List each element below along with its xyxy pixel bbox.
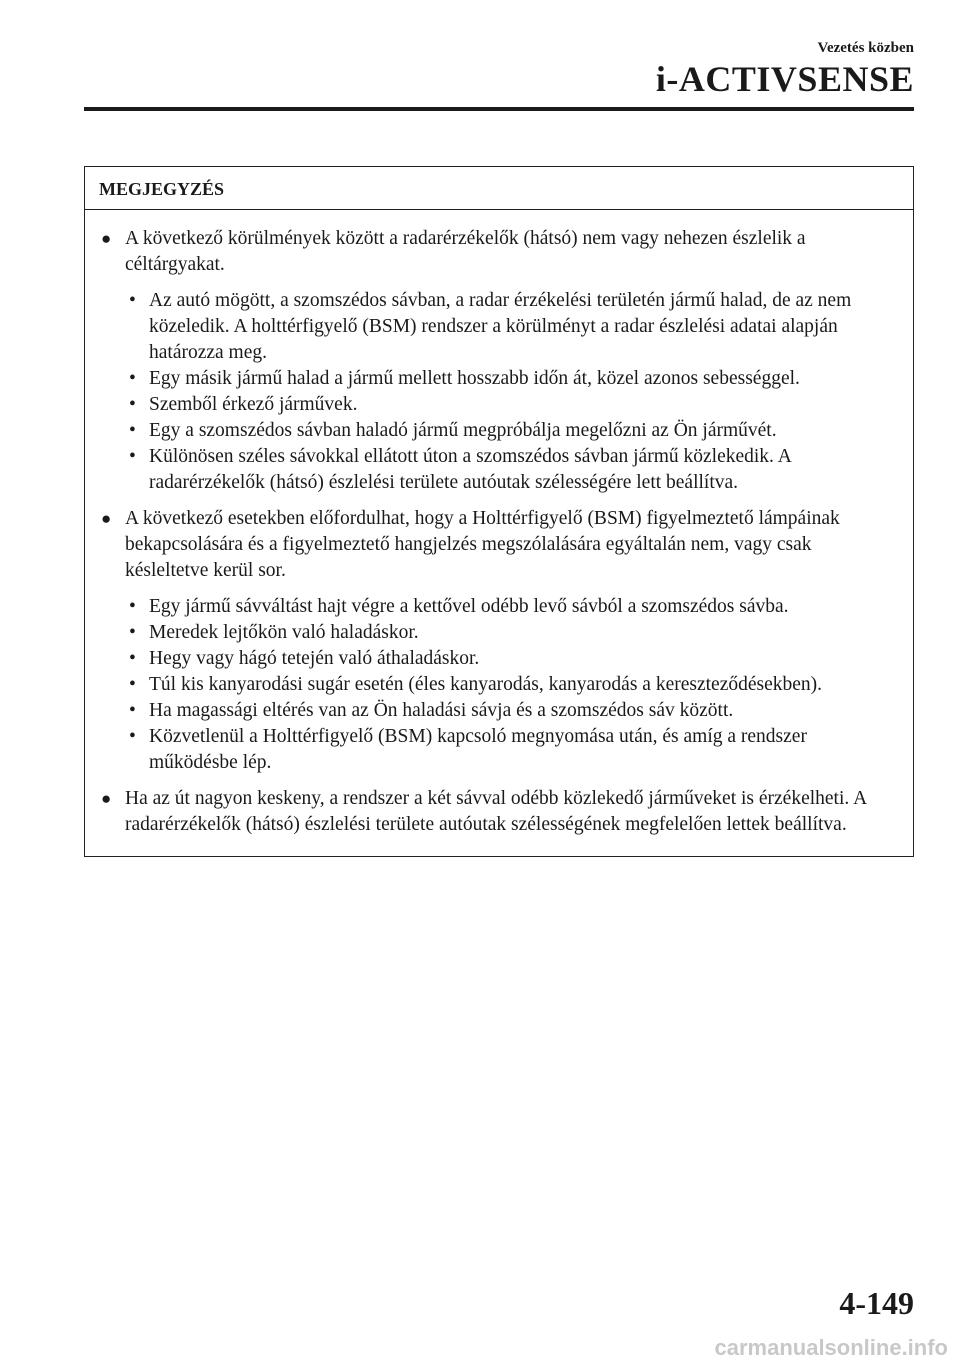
sub-item-text: Az autó mögött, a szomszédos sávban, a radar érzékelési területén jármű halad, de az nem közeledik. A holttérfigyelő (BSM) rendszer a körülményt a radar észlelési adatai alapján határozza meg. bbox=[149, 290, 852, 363]
note-item-text: Ha az út nagyon keskeny, a rendszer a két sávval odébb közlekedő járműveket is érzékelheti. A radarérzékelők (hátsó) észlelési területe autóutak szélességének megfelelően lettek beállítva. bbox=[125, 788, 867, 835]
bullet-icon: • bbox=[129, 622, 136, 643]
sub-item-text: Szemből érkező járművek. bbox=[149, 394, 358, 415]
sub-item-text: Egy a szomszédos sávban haladó jármű megpróbálja megelőzni az Ön járművét. bbox=[149, 420, 777, 441]
page-number: 4-149 bbox=[839, 1285, 914, 1321]
sub-list-item bbox=[125, 620, 899, 646]
sub-item-text: Ha magassági eltérés van az Ön haladási sávja és a szomszédos sáv között. bbox=[149, 700, 734, 721]
note-item-text: A következő esetekben előfordulhat, hogy a Holttérfigyelő (BSM) figyelmeztető lámpáinak bekapcsolására és a figyelmeztető hangjelzés megszólalására egyáltalán nem, vagy csak késleltetve kerül sor. bbox=[125, 508, 840, 581]
bullet-dot-icon: ● bbox=[101, 509, 112, 528]
sub-list-item bbox=[125, 288, 899, 366]
sub-list bbox=[125, 288, 899, 496]
watermark: carmanualsonline.info bbox=[714, 1335, 948, 1360]
sub-list-item bbox=[125, 724, 899, 776]
bullet-icon: • bbox=[129, 394, 136, 415]
bullet-icon: • bbox=[129, 674, 136, 695]
sub-list-item bbox=[125, 646, 899, 672]
sub-list-item bbox=[125, 366, 899, 392]
note-body bbox=[85, 210, 913, 856]
sub-item-text: Egy jármű sávváltást hajt végre a kettővel odébb levő sávból a szomszédos sávba. bbox=[149, 596, 789, 617]
note-item bbox=[99, 506, 899, 776]
bullet-dot-icon: ● bbox=[101, 789, 112, 808]
bullet-icon: • bbox=[129, 726, 136, 747]
section-title: i-ACTIVSENSE bbox=[655, 59, 914, 99]
sub-list-item bbox=[125, 594, 899, 620]
sub-list bbox=[125, 594, 899, 776]
sub-list-item bbox=[125, 698, 899, 724]
bullet-icon: • bbox=[129, 648, 136, 669]
sub-item-text: Különösen széles sávokkal ellátott úton a szomszédos sávban jármű közlekedik. A radarérzékelők (hátsó) észlelési területe autóutak szélességére lett beállítva. bbox=[149, 446, 791, 493]
note-item bbox=[99, 786, 899, 838]
sub-item-text: Közvetlenül a Holttérfigyelő (BSM) kapcsoló megnyomása után, és amíg a rendszer működésbe lép. bbox=[149, 726, 807, 773]
bullet-dot-icon: ● bbox=[101, 229, 112, 248]
bullet-icon: • bbox=[129, 290, 136, 311]
note-item bbox=[99, 226, 899, 496]
sub-list-item bbox=[125, 444, 899, 496]
chapter-title: Vezetés közben bbox=[817, 40, 914, 56]
note-box bbox=[84, 166, 914, 857]
bullet-icon: • bbox=[129, 596, 136, 617]
note-item-text: A következő körülmények között a radarérzékelők (hátsó) nem vagy nehezen észlelik a céltárgyakat. bbox=[125, 228, 806, 275]
sub-item-text: Meredek lejtőkön való haladáskor. bbox=[149, 622, 419, 643]
bullet-icon: • bbox=[129, 420, 136, 441]
note-heading: MEGJEGYZÉS bbox=[85, 167, 913, 210]
sub-list-item bbox=[125, 418, 899, 444]
sub-item-text: Egy másik jármű halad a jármű mellett hosszabb időn át, közel azonos sebességgel. bbox=[149, 368, 800, 389]
header-rule bbox=[84, 107, 914, 111]
sub-item-text: Hegy vagy hágó tetején való áthaladáskor. bbox=[149, 648, 480, 669]
bullet-icon: • bbox=[129, 700, 136, 721]
sub-item-text: Túl kis kanyarodási sugár esetén (éles kanyarodás, kanyarodás a kereszteződésekben). bbox=[149, 674, 823, 695]
bullet-icon: • bbox=[129, 446, 136, 467]
bullet-icon: • bbox=[129, 368, 136, 389]
sub-list-item bbox=[125, 392, 899, 418]
sub-list-item bbox=[125, 672, 899, 698]
